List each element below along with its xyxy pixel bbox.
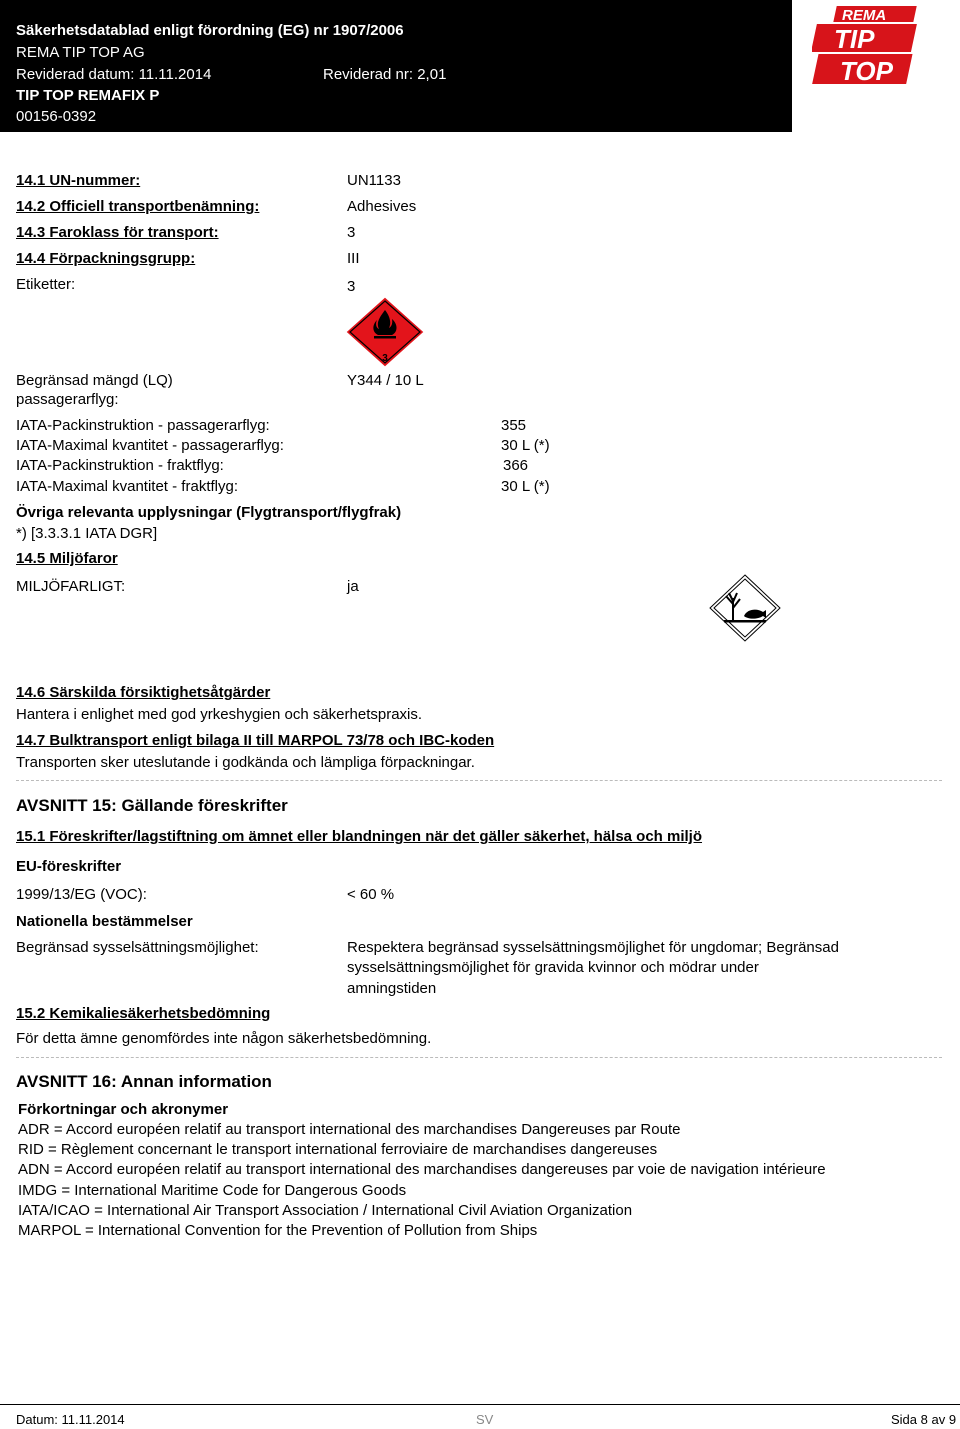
hazard-class-value: 3 [347,224,356,241]
voc-label: 1999/13/EG (VOC): [16,886,147,903]
employment-value-line: Respektera begränsad sysselsättningsmöjlighet för ungdomar; Begränsad [347,939,839,956]
iata-row-label: IATA-Maximal kvantitet - passagerarflyg: [16,437,284,454]
un-number-label: 14.1 UN-nummer: [16,172,141,189]
page-footer [0,1404,960,1429]
un-number-value: UN1133 [347,172,401,189]
section15-title: AVSNITT 15: Gällande föreskrifter [16,796,288,815]
section15-1-heading: 15.1 Föreskrifter/lagstiftning om ämnet eller blandningen när det gäller säkerhet, hälsa och miljö [16,828,703,845]
footer-language: SV [476,1412,494,1427]
labels-value: 3 [347,278,356,295]
iata-row-label: IATA-Packinstruktion - fraktflyg: [16,457,224,474]
abbreviation-item: IMDG = International Maritime Code for Dangerous Goods [18,1182,407,1199]
iata-row-value: 366 [503,457,529,474]
section15-2-heading: 15.2 Kemikaliesäkerhetsbedömning [16,1005,271,1022]
bulk-transport-text: Transporten sker uteslutande i godkända och lämpliga förpackningar. [16,754,475,771]
iata-row-label: IATA-Maximal kvantitet - fraktflyg: [16,478,238,495]
abbreviation-item: MARPOL = International Convention for the Prevention of Pollution from Ships [18,1222,538,1239]
environment-label: MILJÖFARLIGT: [16,578,126,595]
header-title: Säkerhetsdatablad enligt förordning (EG) nr 1907/2006 [16,22,404,39]
employment-value-line: sysselsättningsmöjlighet för gravida kvinnor och mödrar under [347,959,759,976]
iata-row-label: IATA-Packinstruktion - passagerarflyg: [16,417,270,434]
flammable-hazard-icon [345,296,425,368]
national-regulations-heading: Nationella bestämmelser [16,913,193,930]
environment-hazard-icon [709,574,781,642]
lq-label-line2: passagerarflyg: [16,391,119,408]
precautions-text: Hantera i enlighet med god yrkeshygien och säkerhetspraxis. [16,706,423,723]
lq-value: Y344 / 10 L [347,372,424,389]
voc-value: < 60 % [347,886,395,903]
abbreviation-item: ADN = Accord européen relatif au transport international des marchandises dangereuses par voie de navigation intérieure [18,1161,826,1178]
bulk-transport-heading: 14.7 Bulktransport enligt bilaga II till MARPOL 73/78 och IBC-koden [16,732,495,749]
section16-title: AVSNITT 16: Annan information [16,1072,272,1091]
environment-heading: 14.5 Miljöfaror [16,550,118,567]
iata-row-value: 355 [501,417,527,434]
header-product-code: 00156-0392 [16,108,97,125]
header-revised-date: Reviderad datum: 11.11.2014 [16,66,212,83]
document-header [0,0,792,132]
shipping-name-label: 14.2 Officiell transportbenämning: [16,198,260,215]
precautions-heading: 14.6 Särskilda försiktighetsåtgärder [16,684,271,701]
logo-rema-text: REMA [842,7,887,24]
lq-label-line1: Begränsad mängd (LQ) [16,372,173,389]
labels-label: Etiketter: [16,276,76,293]
eu-regulations-heading: EU-föreskrifter [16,858,122,875]
logo-top-text: TOP [840,56,893,86]
abbreviation-item: RID = Règlement concernant le transport international ferroviaire de marchandises dangereuses [18,1141,658,1158]
header-company: REMA TIP TOP AG [16,44,145,61]
hazard-class-number: 3 [382,353,388,364]
section15-2-text: För detta ämne genomfördes inte någon säkerhetsbedömning. [16,1030,432,1047]
footer-page-number: Sida 8 av 9 [891,1412,957,1427]
shipping-name-value: Adhesives [347,198,417,215]
environment-value: ja [347,578,359,595]
packing-group-value: III [347,250,360,267]
footer-date: Datum: 11.11.2014 [16,1412,125,1427]
packing-group-label: 14.4 Förpackningsgrupp: [16,250,196,267]
rema-tip-top-logo [812,0,932,90]
iata-row-value: 30 L (*) [501,437,550,454]
employment-label: Begränsad sysselsättningsmöjlighet: [16,939,259,956]
section-divider [16,780,942,781]
hazard-class-label: 14.3 Faroklass för transport: [16,224,219,241]
abbreviation-item: ADR = Accord européen relatif au transport international des marchandises Dangereuses par Route [18,1121,681,1138]
other-info-heading: Övriga relevanta upplysningar (Flygtransport/flygfrak) [16,504,402,521]
header-product: TIP TOP REMAFIX P [16,87,160,104]
employment-value-line: amningstiden [347,980,437,997]
iata-row-value: 30 L (*) [501,478,550,495]
abbreviations-heading: Förkortningar och akronymer [18,1101,229,1118]
logo-tip-text: TIP [834,24,875,54]
section-divider [16,1057,942,1058]
header-revision-number: Reviderad nr: 2,01 [323,66,447,83]
other-info-text: *) [3.3.3.1 IATA DGR] [16,525,158,542]
abbreviation-item: IATA/ICAO = International Air Transport Association / International Civil Aviation Organization [18,1202,633,1219]
